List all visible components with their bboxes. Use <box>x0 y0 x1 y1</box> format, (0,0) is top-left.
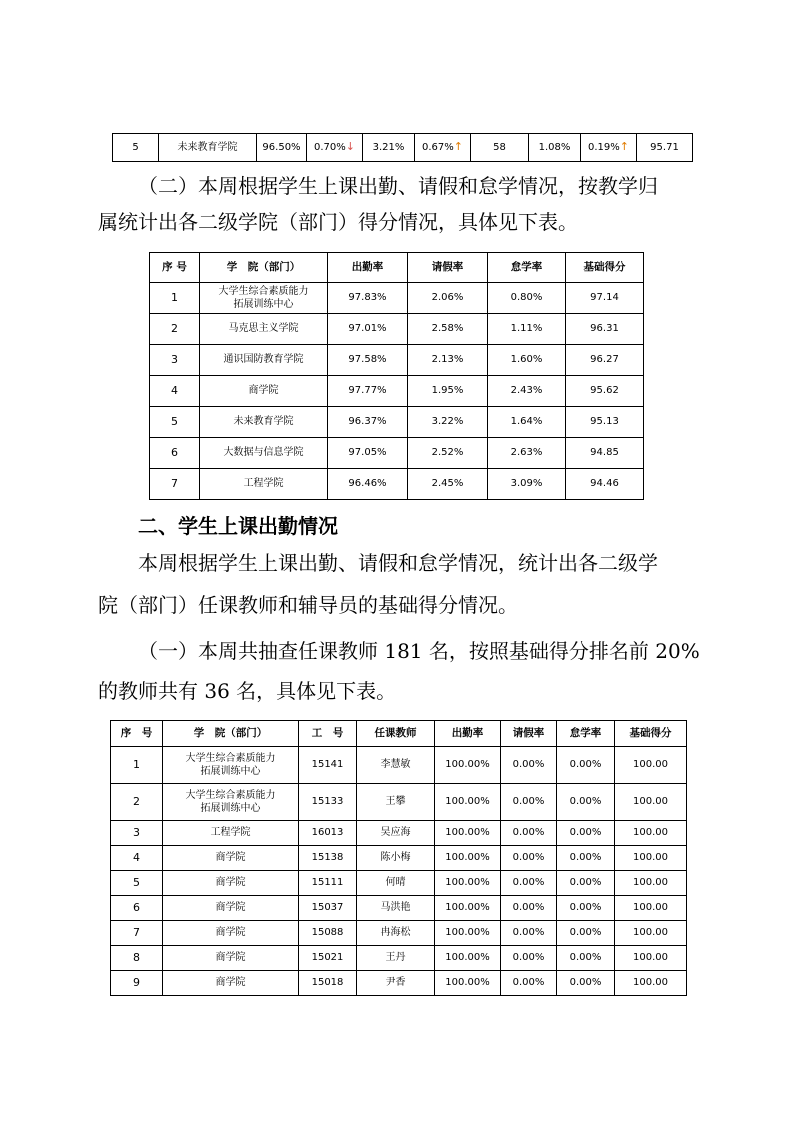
table-cell: 0.00% <box>557 921 615 946</box>
header-cell: 基础得分 <box>615 721 687 747</box>
table-cell: 6 <box>111 896 163 921</box>
table-row <box>150 314 644 345</box>
paragraph-2-cont: 院（部门）任课教师和辅导员的基础得分情况。 <box>98 593 518 617</box>
table-cell: 2 <box>111 784 163 821</box>
table-cell: 100.00% <box>435 784 501 821</box>
table-row <box>111 946 687 971</box>
table-cell: 王攀 <box>357 784 435 821</box>
table-cell: 1 <box>150 283 200 314</box>
table-cell: 94.85 <box>566 438 644 469</box>
table-cell: 商学院 <box>163 971 299 996</box>
table-cell: 100.00 <box>615 971 687 996</box>
table-row <box>111 846 687 871</box>
table-cell: 马克思主义学院 <box>200 314 328 345</box>
table-cell: 15037 <box>299 896 357 921</box>
table-row <box>111 971 687 996</box>
table-cell: 100.00% <box>435 896 501 921</box>
table-cell: 96.37% <box>328 407 408 438</box>
table-cell: 97.83% <box>328 283 408 314</box>
table-cell: 大数据与信息学院 <box>200 438 328 469</box>
table-cell: 3.09% <box>488 469 566 500</box>
table-cell: 0.00% <box>501 971 557 996</box>
table-cell: 0.00% <box>557 946 615 971</box>
table-cell: 商学院 <box>163 946 299 971</box>
cell: 58 <box>471 134 529 162</box>
table-cell: 96.27 <box>566 345 644 376</box>
cell-value: 0.70% <box>314 142 346 154</box>
table-cell: 0.00% <box>557 871 615 896</box>
table-cell: 工程学院 <box>163 821 299 846</box>
table-cell: 100.00 <box>615 896 687 921</box>
cell: 未来教育学院 <box>159 134 257 162</box>
table-cell: 商学院 <box>163 846 299 871</box>
table-cell: 4 <box>150 376 200 407</box>
table-cell: 0.00% <box>501 784 557 821</box>
table-cell: 97.05% <box>328 438 408 469</box>
header-cell: 基础得分 <box>566 253 644 283</box>
table-cell: 97.58% <box>328 345 408 376</box>
table-row <box>150 407 644 438</box>
table-cell: 2.45% <box>408 469 488 500</box>
table-cell: 0.00% <box>557 747 615 784</box>
header-cell: 请假率 <box>408 253 488 283</box>
table-cell: 冉海松 <box>357 921 435 946</box>
table-cell: 0.00% <box>501 921 557 946</box>
table-cell: 15141 <box>299 747 357 784</box>
table-cell: 15088 <box>299 921 357 946</box>
cell: 3.21% <box>363 134 415 162</box>
header-cell: 出勤率 <box>435 721 501 747</box>
table-cell: 100.00 <box>615 821 687 846</box>
table-cell: 2.06% <box>408 283 488 314</box>
table-cell: 100.00 <box>615 921 687 946</box>
table-cell: 王丹 <box>357 946 435 971</box>
table-cell: 100.00% <box>435 747 501 784</box>
table-cell: 大学生综合素质能力 拓展训练中心 <box>200 283 328 314</box>
table-cell: 3 <box>111 821 163 846</box>
table-cell: 94.46 <box>566 469 644 500</box>
table-cell: 陈小梅 <box>357 846 435 871</box>
table-cell: 96.31 <box>566 314 644 345</box>
table-cell: 吴应海 <box>357 821 435 846</box>
table-cell: 1.64% <box>488 407 566 438</box>
table-row <box>111 921 687 946</box>
arrow-up-icon: ↑ <box>453 140 463 154</box>
header-cell: 学 院（部门） <box>163 721 299 747</box>
table-cell: 15018 <box>299 971 357 996</box>
table-cell: 7 <box>150 469 200 500</box>
table-cell: 100.00% <box>435 821 501 846</box>
table-cell: 1.60% <box>488 345 566 376</box>
table-cell: 97.14 <box>566 283 644 314</box>
table-cell: 0.00% <box>557 971 615 996</box>
table-cell: 2.58% <box>408 314 488 345</box>
table-cell: 8 <box>111 946 163 971</box>
cell: 5 <box>113 134 159 162</box>
table-cell: 0.00% <box>501 846 557 871</box>
table-cell: 0.00% <box>557 821 615 846</box>
table-row <box>111 747 687 784</box>
table-cell: 100.00% <box>435 971 501 996</box>
cell: 1.08% <box>529 134 581 162</box>
header-cell: 怠学率 <box>557 721 615 747</box>
table-row <box>113 134 693 162</box>
cell <box>415 134 471 162</box>
table-row <box>111 896 687 921</box>
top-table <box>112 133 693 162</box>
header-cell: 请假率 <box>501 721 557 747</box>
table-cell: 未来教育学院 <box>200 407 328 438</box>
table-row <box>150 345 644 376</box>
table-cell: 9 <box>111 971 163 996</box>
section-heading: 二、学生上课出勤情况 <box>138 514 338 538</box>
header-cell: 出勤率 <box>328 253 408 283</box>
table-cell: 100.00% <box>435 946 501 971</box>
paragraph-1-cont: 属统计出各二级学院（部门）得分情况，具体见下表。 <box>98 210 578 234</box>
table-cell: 96.46% <box>328 469 408 500</box>
table-cell: 97.77% <box>328 376 408 407</box>
college-score-table <box>149 252 644 500</box>
cell: 96.50% <box>257 134 307 162</box>
table-cell: 2.52% <box>408 438 488 469</box>
table-cell: 5 <box>150 407 200 438</box>
table-cell: 15021 <box>299 946 357 971</box>
table-cell: 1.11% <box>488 314 566 345</box>
table-cell: 95.13 <box>566 407 644 438</box>
table-cell: 0.00% <box>501 946 557 971</box>
table-cell: 大学生综合素质能力 拓展训练中心 <box>163 747 299 784</box>
cell <box>307 134 363 162</box>
arrow-down-icon: ↓ <box>345 140 355 154</box>
header-cell: 怠学率 <box>488 253 566 283</box>
table-cell: 100.00 <box>615 747 687 784</box>
table-cell: 95.62 <box>566 376 644 407</box>
table-row <box>150 283 644 314</box>
teacher-score-table <box>110 720 687 996</box>
table-row <box>150 469 644 500</box>
table-cell: 100.00 <box>615 846 687 871</box>
table-cell: 3.22% <box>408 407 488 438</box>
table-cell: 3 <box>150 345 200 376</box>
table-cell: 100.00 <box>615 946 687 971</box>
table-cell: 0.00% <box>557 896 615 921</box>
header-cell: 序 号 <box>111 721 163 747</box>
arrow-up-icon: ↑ <box>619 140 629 154</box>
table-cell: 商学院 <box>163 896 299 921</box>
table-cell: 15138 <box>299 846 357 871</box>
table-cell: 2 <box>150 314 200 345</box>
table-cell: 何晴 <box>357 871 435 896</box>
table-cell: 李慧敏 <box>357 747 435 784</box>
table-row <box>150 376 644 407</box>
table-cell: 1.95% <box>408 376 488 407</box>
table-cell: 大学生综合素质能力 拓展训练中心 <box>163 784 299 821</box>
table-cell: 1 <box>111 747 163 784</box>
table-cell: 尹香 <box>357 971 435 996</box>
cell-value: 0.67% <box>422 142 454 154</box>
table-cell: 7 <box>111 921 163 946</box>
table-cell: 0.00% <box>557 846 615 871</box>
cell <box>581 134 637 162</box>
table-cell: 0.80% <box>488 283 566 314</box>
table-row <box>111 871 687 896</box>
table-cell: 100.00 <box>615 871 687 896</box>
table-cell: 商学院 <box>163 921 299 946</box>
paragraph-3-cont: 的教师共有 36 名，具体见下表。 <box>98 679 397 703</box>
table-cell: 2.13% <box>408 345 488 376</box>
table-header-row <box>111 721 687 747</box>
table-row <box>150 438 644 469</box>
header-cell: 学 院（部门） <box>200 253 328 283</box>
table-cell: 100.00% <box>435 871 501 896</box>
table-cell: 0.00% <box>501 896 557 921</box>
table-cell: 工程学院 <box>200 469 328 500</box>
table-cell: 4 <box>111 846 163 871</box>
table-cell: 16013 <box>299 821 357 846</box>
table-cell: 100.00 <box>615 784 687 821</box>
header-cell: 任课教师 <box>357 721 435 747</box>
cell: 95.71 <box>637 134 693 162</box>
paragraph-1: （二）本周根据学生上课出勤、请假和怠学情况，按教学归 <box>138 174 658 198</box>
table-cell: 15133 <box>299 784 357 821</box>
header-cell: 序 号 <box>150 253 200 283</box>
header-cell: 工 号 <box>299 721 357 747</box>
table-cell: 0.00% <box>501 747 557 784</box>
table-cell: 商学院 <box>200 376 328 407</box>
table-row <box>111 784 687 821</box>
table-cell: 马洪艳 <box>357 896 435 921</box>
table-cell: 5 <box>111 871 163 896</box>
table-cell: 2.63% <box>488 438 566 469</box>
table-cell: 0.00% <box>501 871 557 896</box>
paragraph-3: （一）本周共抽查任课教师 181 名，按照基础得分排名前 20% <box>138 639 700 663</box>
table-cell: 0.00% <box>501 821 557 846</box>
table-row <box>111 821 687 846</box>
cell-value: 0.19% <box>588 142 620 154</box>
table-cell: 97.01% <box>328 314 408 345</box>
table-cell: 100.00% <box>435 921 501 946</box>
table-header-row <box>150 253 644 283</box>
table-cell: 0.00% <box>557 784 615 821</box>
table-cell: 15111 <box>299 871 357 896</box>
paragraph-2: 本周根据学生上课出勤、请假和怠学情况，统计出各二级学 <box>138 551 658 575</box>
table-cell: 6 <box>150 438 200 469</box>
table-cell: 商学院 <box>163 871 299 896</box>
table-cell: 2.43% <box>488 376 566 407</box>
table-cell: 100.00% <box>435 846 501 871</box>
table-cell: 通识国防教育学院 <box>200 345 328 376</box>
